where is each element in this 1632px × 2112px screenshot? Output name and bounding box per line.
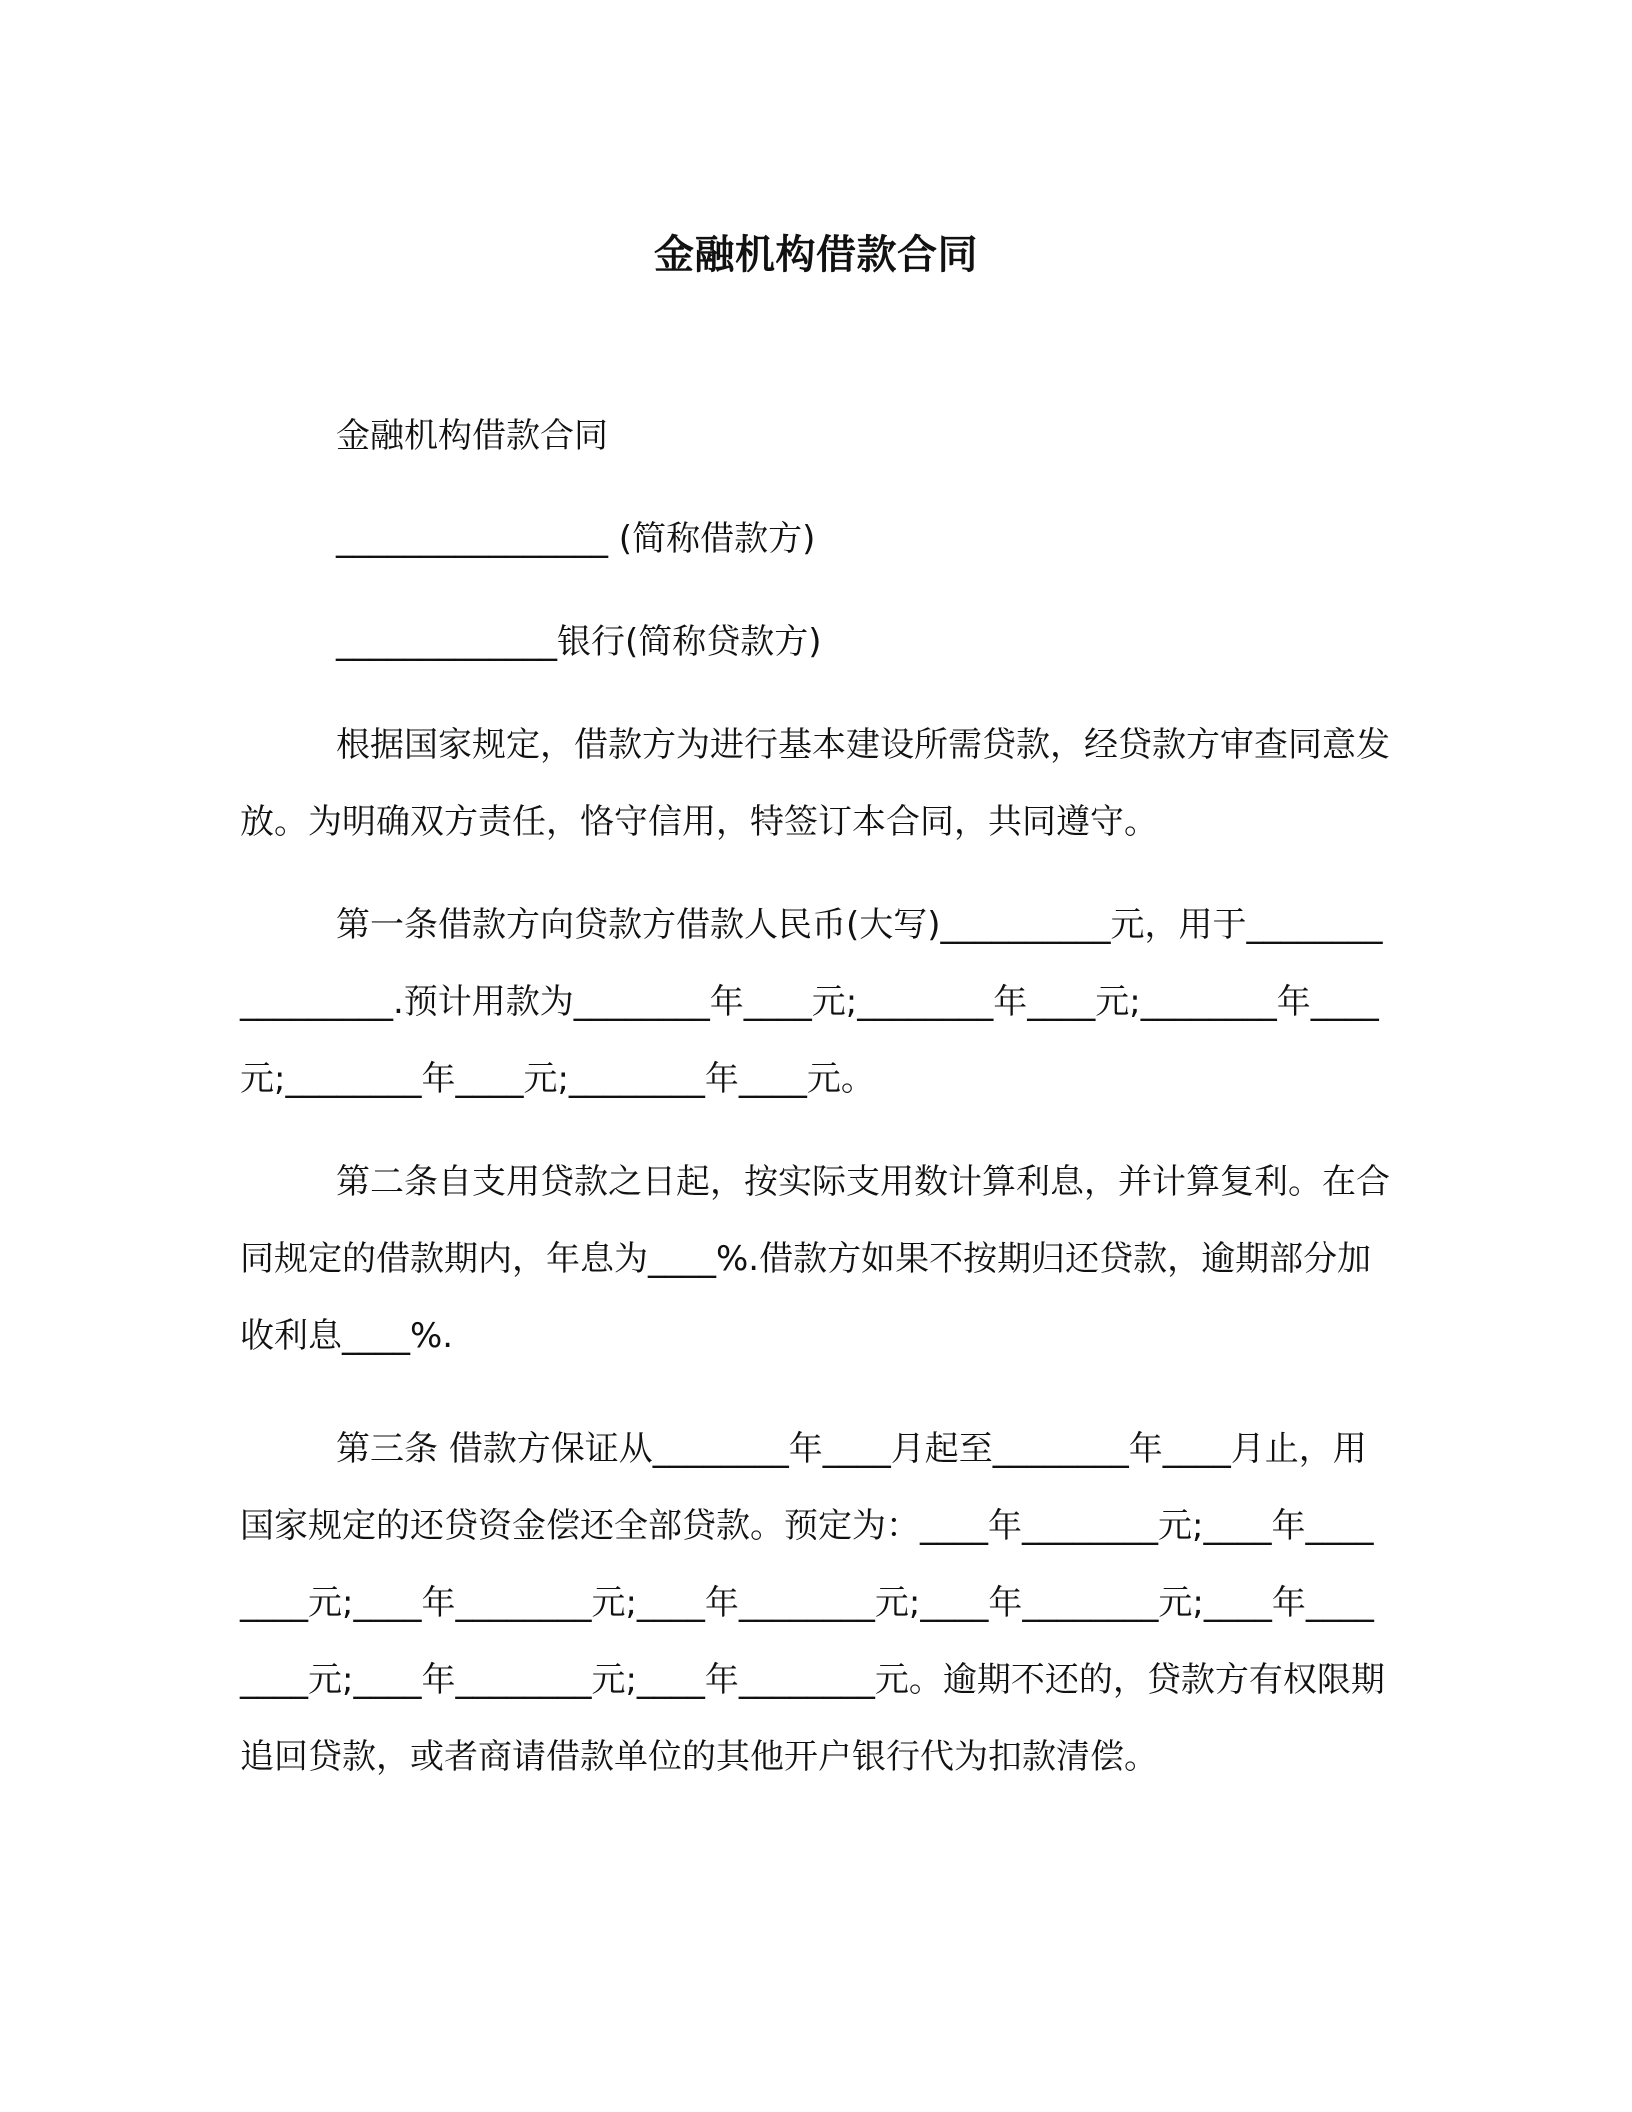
paragraph-lender: _____________银行(简称贷款方) [336, 622, 822, 662]
paragraph-heading: 金融机构借款合同 [336, 416, 608, 456]
paragraph-article-3: 第三条 借款方保证从________年____月起至________年____月止，用国家规定的还贷资金偿还全部贷款。预定为：____年________元;____年________元;____年________元;____年________元;____年________元;____年________元;____年________元;____年________元。逾期不还的，贷款方有权限期追回贷款，或者商请借款单位的其他开户银行代为扣款清偿。 [240, 1429, 1385, 1777]
paragraph-preamble: 根据国家规定，借款方为进行基本建设所需贷款，经贷款方审查同意发放。为明确双方责任，恪守信用，特签订本合同，共同遵守。 [240, 725, 1390, 842]
document-title: 金融机构借款合同 [654, 232, 978, 278]
paragraph-article-2: 第二条自支用贷款之日起，按实际支用数计算利息，并计算复利。在合同规定的借款期内，年息为____%.借款方如果不按期归还贷款，逾期部分加收利息____%. [240, 1162, 1390, 1356]
document-body [240, 398, 1390, 1796]
paragraph-borrower: ________________ (简称借款方) [336, 519, 816, 559]
paragraph-article-1: 第一条借款方向贷款方借款人民币(大写)__________元，用于_________________.预计用款为________年____元;________年____元;________年____元;________年____元;________年____元。 [240, 905, 1383, 1099]
